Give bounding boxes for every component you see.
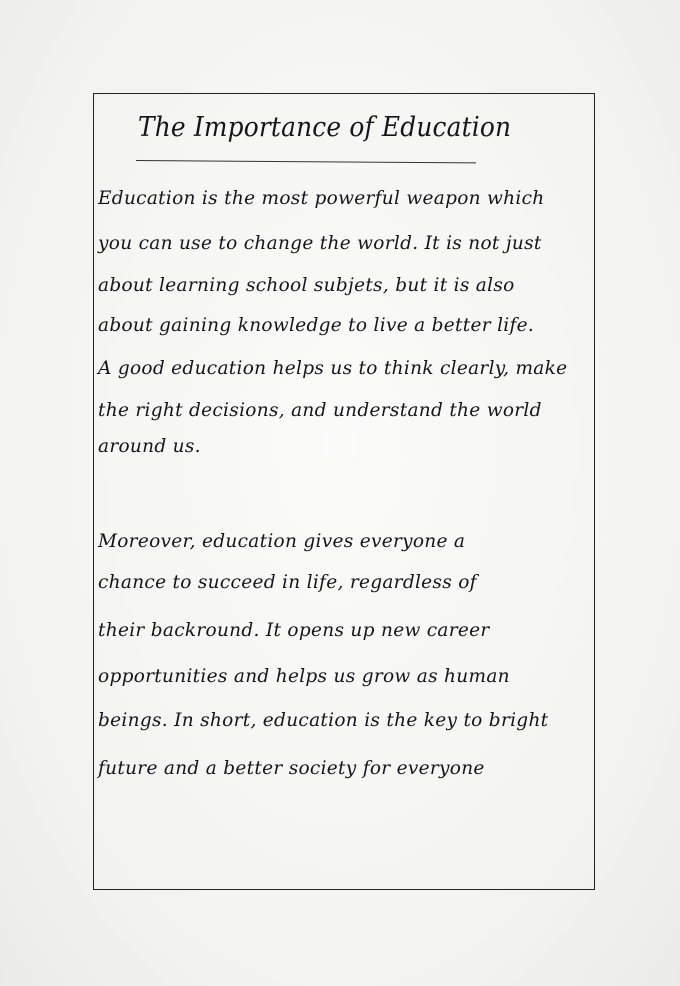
paragraph-1-line-4: about gaining knowledge to live a better life. xyxy=(98,315,535,336)
paragraph-2-line-3: their backround. It opens up new career xyxy=(98,620,490,641)
document-title: The Importance of Education xyxy=(138,112,512,143)
paragraph-2-line-1: Moreover, education gives everyone a xyxy=(98,531,466,552)
paragraph-1-line-3: about learning school subjets, but it is also xyxy=(98,275,515,296)
paragraph-2-line-6: future and a better society for everyone xyxy=(98,758,485,779)
paragraph-2-line-5: beings. In short, education is the key to bright xyxy=(98,710,549,731)
paragraph-1-line-1: Education is the most powerful weapon which xyxy=(98,188,545,209)
paragraph-1-line-2: you can use to change the world. It is not just xyxy=(98,233,542,254)
paragraph-1-line-7: around us. xyxy=(98,436,201,457)
paragraph-2-line-4: opportunities and helps us grow as human xyxy=(98,666,510,687)
paragraph-1-line-5: A good education helps us to think clearly, make xyxy=(98,358,568,379)
paragraph-2-line-2: chance to succeed in life, regardless of xyxy=(98,572,477,593)
paragraph-1-line-6: the right decisions, and understand the world xyxy=(98,400,542,421)
